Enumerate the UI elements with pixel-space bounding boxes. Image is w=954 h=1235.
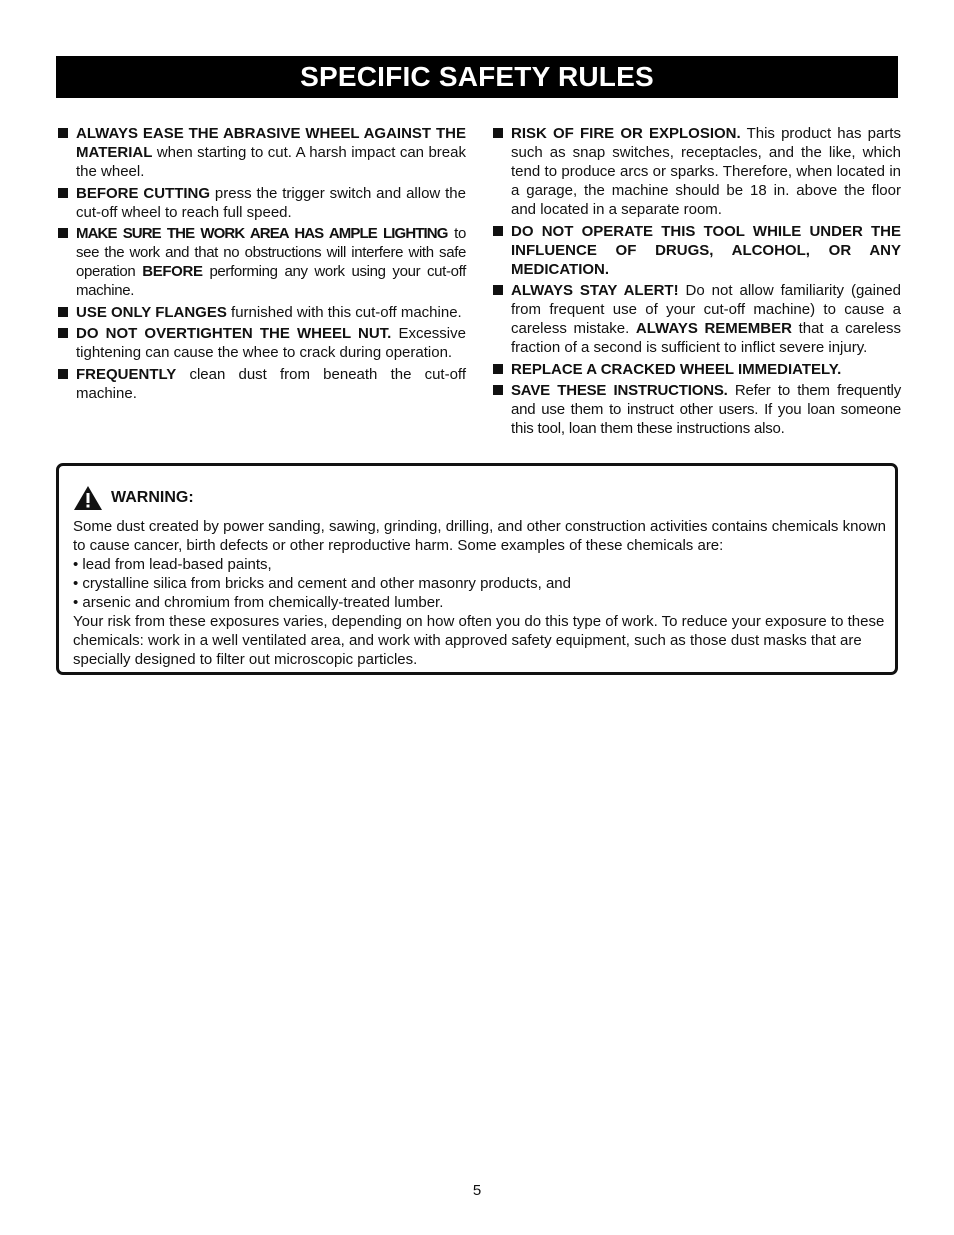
rule-text: Refer to them frequently and use them to instruct other users. If you loan someone this tool, loan them these instructions also. (511, 382, 901, 437)
rule-text-2: that a careless fraction of a second is sufficient to inflict severe injury. (511, 320, 902, 356)
square-bullet-icon (58, 307, 68, 317)
square-bullet-icon (493, 128, 503, 138)
rule-item (491, 222, 901, 279)
square-bullet-icon (493, 226, 503, 236)
title-banner (56, 56, 898, 98)
rule-item (56, 303, 466, 322)
rule-item (491, 281, 901, 357)
warning-bullet: • crystalline silica from bricks and cement and other masonry products, and (73, 575, 571, 592)
rule-text: to see the work and that no obstructions will interfere with safe operation (76, 225, 466, 280)
rule-item (56, 184, 466, 222)
left-column (56, 124, 466, 405)
rule-text: Do not allow familiarity (gained from frequent use of your cut-off machine) to cause a careless mistake. (511, 282, 901, 337)
square-bullet-icon (58, 128, 68, 138)
rule-item (491, 381, 901, 438)
warning-header (73, 485, 194, 511)
square-bullet-icon (58, 328, 68, 338)
page-number: 5 (472, 1182, 482, 1199)
rule-bold: REPLACE A CRACKED WHEEL IMMEDIATELY. (511, 360, 842, 378)
rule-text: when starting to cut. A harsh impact can break the wheel. (76, 144, 466, 180)
warning-bullet: • arsenic and chromium from chemically-treated lumber. (73, 594, 444, 611)
rule-bold: ALWAYS STAY ALERT! (511, 282, 679, 299)
warning-body (73, 517, 889, 669)
rule-bold: BEFORE CUTTING (76, 184, 211, 202)
rule-bold: MAKE SURE THE WORK AREA HAS AMPLE LIGHTING (76, 225, 448, 242)
warning-closing: Your risk from these exposures varies, depending on how often you do this type of work. To reduce your exposure to these chemicals: work in a well ventilated area, and work with approved safety equipment, such as those dust masks that are specially designed to filter out microscopic particles. (73, 613, 885, 668)
warning-heading: WARNING: (111, 489, 194, 506)
rule-text: furnished with this cut-off machine. (226, 303, 462, 321)
warning-triangle-icon (73, 485, 103, 511)
rule-item (491, 360, 901, 379)
rule-item (56, 324, 466, 362)
warning-intro: Some dust created by power sanding, sawing, grinding, drilling, and other construction activities contains chemicals known to cause cancer, birth defects or other reproductive harm. Some examples of these chemicals are: (73, 518, 886, 554)
rule-bold: FREQUENTLY (76, 365, 177, 383)
square-bullet-icon (493, 364, 503, 374)
rule-bold: DO NOT OVERTIGHTEN THE WHEEL NUT. (76, 325, 392, 342)
rule-text: press the trigger switch and allow the cut-off wheel to reach full speed. (76, 184, 466, 221)
rule-text: clean dust from beneath the cut-off machine. (76, 365, 466, 402)
rule-text: Excessive tightening can cause the whee to crack during operation. (76, 325, 466, 361)
right-column (491, 124, 901, 441)
page-title: SPECIFIC SAFETY RULES (300, 61, 654, 92)
rule-bold: DO NOT OPERATE THIS TOOL WHILE UNDER THE INFLUENCE OF DRUGS, ALCOHOL, OR ANY MEDICATION. (511, 222, 901, 278)
rule-bold-2: BEFORE (142, 263, 203, 280)
rule-item (56, 224, 466, 300)
rule-item (491, 124, 901, 219)
warning-bullet: • lead from lead-based paints, (73, 556, 272, 573)
square-bullet-icon (493, 285, 503, 295)
rule-item (56, 365, 466, 403)
square-bullet-icon (58, 369, 68, 379)
rule-bold: RISK OF FIRE OR EXPLOSION. (511, 125, 741, 142)
rule-bold: USE ONLY FLANGES (76, 303, 227, 321)
rule-text: This product has parts such as snap switches, receptacles, and the like, which tend to produce arcs or sparks. Therefore, when located in a garage, the machine should be 18 in. above the floor and located in a separate room. (511, 125, 901, 218)
rule-bold: SAVE THESE INSTRUCTIONS. (511, 382, 728, 399)
rule-bold: ALWAYS EASE THE ABRASIVE WHEEL AGAINST THE MATERIAL (76, 125, 466, 161)
square-bullet-icon (58, 188, 68, 198)
warning-box (56, 463, 898, 675)
rule-bold-2: ALWAYS REMEMBER (635, 320, 792, 337)
square-bullet-icon (493, 385, 503, 395)
square-bullet-icon (58, 228, 68, 238)
rule-text-2: performing any work using your cut-off machine. (76, 263, 466, 299)
rule-item (56, 124, 466, 181)
